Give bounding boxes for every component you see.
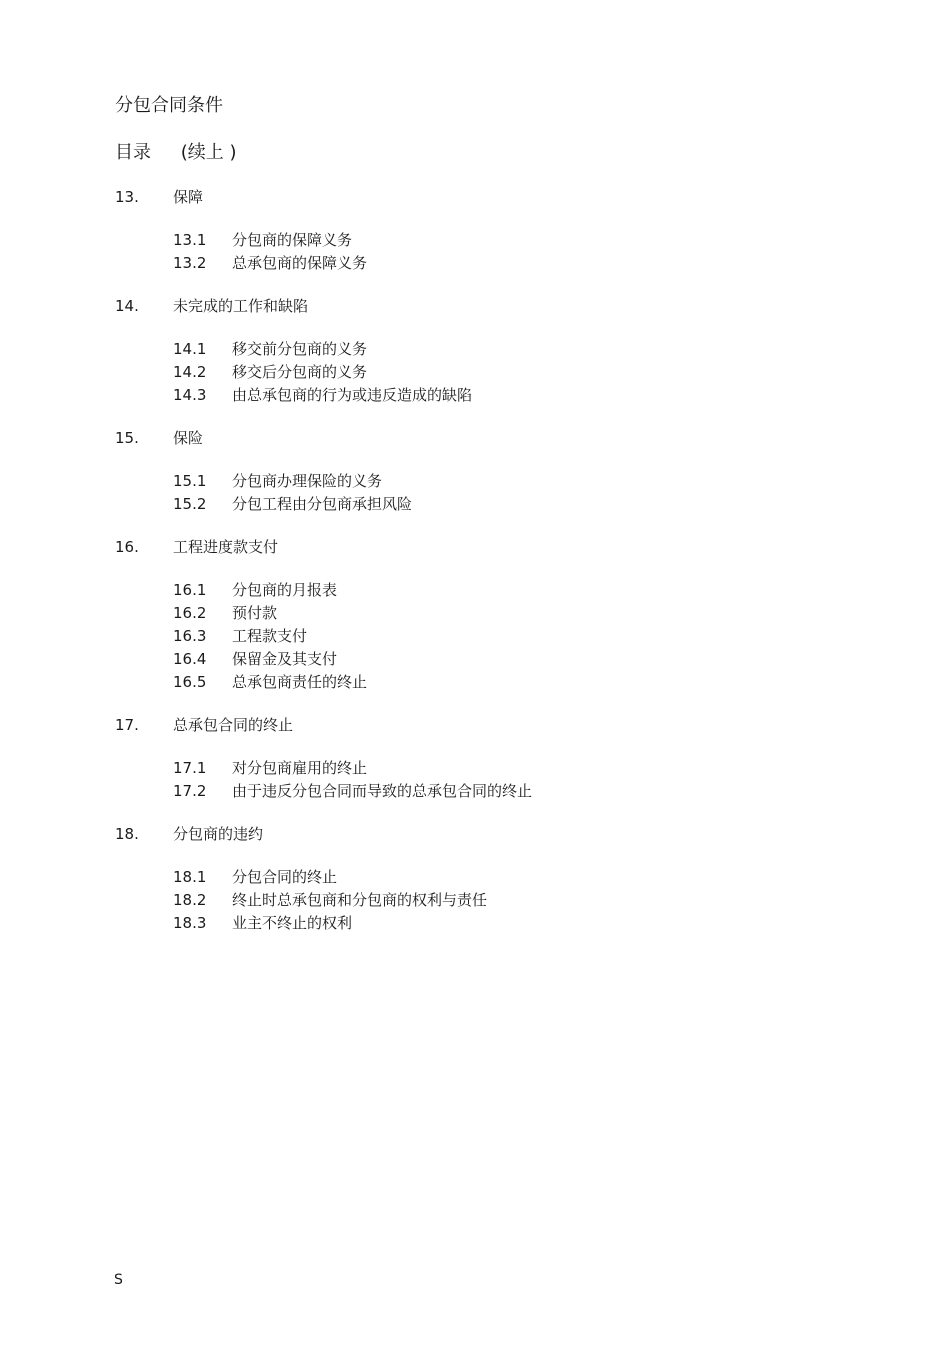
section-number: 17.	[115, 716, 139, 734]
toc-section-heading	[115, 427, 835, 450]
table-of-contents	[115, 186, 835, 955]
toc-subsection-list	[115, 866, 835, 935]
subsection-title: 总承包商责任的终止	[232, 673, 368, 691]
subsection-number: 16.1	[173, 581, 207, 599]
section-number: 13.	[115, 188, 139, 206]
toc-subsection-item	[173, 361, 835, 384]
subsection-number: 14.1	[173, 340, 207, 358]
toc-section	[115, 714, 835, 803]
toc-subsection-list	[115, 338, 835, 407]
toc-subsection-item	[173, 889, 835, 912]
toc-subsection-item	[173, 493, 835, 516]
section-title: 工程进度款支付	[173, 538, 279, 556]
toc-subsection-list	[115, 757, 835, 803]
toc-section-heading	[115, 295, 835, 318]
toc-section	[115, 295, 835, 407]
toc-label: 目录	[115, 142, 151, 163]
subsection-number: 15.2	[173, 495, 207, 513]
toc-subsection-item	[173, 671, 835, 694]
section-title: 未完成的工作和缺陷	[173, 297, 309, 315]
document-title: 分包合同条件	[115, 95, 223, 116]
section-number: 16.	[115, 538, 139, 556]
toc-section	[115, 427, 835, 516]
subsection-number: 16.5	[173, 673, 207, 691]
toc-subsection-item	[173, 384, 835, 407]
section-title: 分包商的违约	[173, 825, 264, 843]
toc-subsection-item	[173, 780, 835, 803]
subsection-title: 分包合同的终止	[232, 868, 338, 886]
subsection-title: 保留金及其支付	[232, 650, 338, 668]
subsection-title: 分包工程由分包商承担风险	[232, 495, 413, 513]
toc-section	[115, 186, 835, 275]
subsection-title: 终止时总承包商和分包商的权利与责任	[232, 891, 488, 909]
toc-continued-label: (续上 )	[180, 142, 237, 163]
footer-mark: S	[114, 1272, 123, 1288]
subsection-title: 移交前分包商的义务	[232, 340, 368, 358]
toc-subsection-item	[173, 866, 835, 889]
subsection-number: 18.1	[173, 868, 207, 886]
subsection-number: 17.2	[173, 782, 207, 800]
subsection-number: 18.2	[173, 891, 207, 909]
toc-subsection-list	[115, 470, 835, 516]
section-number: 18.	[115, 825, 139, 843]
subsection-number: 16.2	[173, 604, 207, 622]
toc-section-heading	[115, 714, 835, 737]
subsection-title: 分包商办理保险的义务	[232, 472, 383, 490]
toc-subsection-item	[173, 338, 835, 361]
toc-subsection-item	[173, 757, 835, 780]
section-title: 保险	[173, 429, 204, 447]
subsection-title: 分包商的月报表	[232, 581, 338, 599]
toc-section	[115, 536, 835, 694]
toc-subsection-item	[173, 252, 835, 275]
subsection-title: 预付款	[232, 604, 278, 622]
subsection-number: 14.3	[173, 386, 207, 404]
subsection-number: 16.3	[173, 627, 207, 645]
subsection-title: 总承包商的保障义务	[232, 254, 368, 272]
subsection-title: 由于违反分包合同而导致的总承包合同的终止	[232, 782, 533, 800]
section-title: 保障	[173, 188, 204, 206]
toc-subsection-list	[115, 579, 835, 694]
subsection-title: 由总承包商的行为或违反造成的缺陷	[232, 386, 473, 404]
toc-subsection-item	[173, 602, 835, 625]
subsection-number: 13.2	[173, 254, 207, 272]
toc-subsection-item	[173, 648, 835, 671]
toc-heading	[115, 141, 237, 165]
section-number: 15.	[115, 429, 139, 447]
subsection-number: 16.4	[173, 650, 207, 668]
subsection-title: 移交后分包商的义务	[232, 363, 368, 381]
subsection-title: 工程款支付	[232, 627, 308, 645]
toc-subsection-item	[173, 229, 835, 252]
toc-section-heading	[115, 536, 835, 559]
toc-subsection-item	[173, 625, 835, 648]
toc-subsection-item	[173, 470, 835, 493]
subsection-number: 15.1	[173, 472, 207, 490]
section-title: 总承包合同的终止	[173, 716, 294, 734]
subsection-number: 14.2	[173, 363, 207, 381]
subsection-number: 17.1	[173, 759, 207, 777]
toc-subsection-list	[115, 229, 835, 275]
section-number: 14.	[115, 297, 139, 315]
toc-section-heading	[115, 823, 835, 846]
subsection-title: 分包商的保障义务	[232, 231, 353, 249]
subsection-number: 13.1	[173, 231, 207, 249]
subsection-number: 18.3	[173, 914, 207, 932]
toc-section-heading	[115, 186, 835, 209]
toc-section	[115, 823, 835, 935]
subsection-title: 对分包商雇用的终止	[232, 759, 368, 777]
toc-subsection-item	[173, 579, 835, 602]
subsection-title: 业主不终止的权利	[232, 914, 353, 932]
toc-subsection-item	[173, 912, 835, 935]
